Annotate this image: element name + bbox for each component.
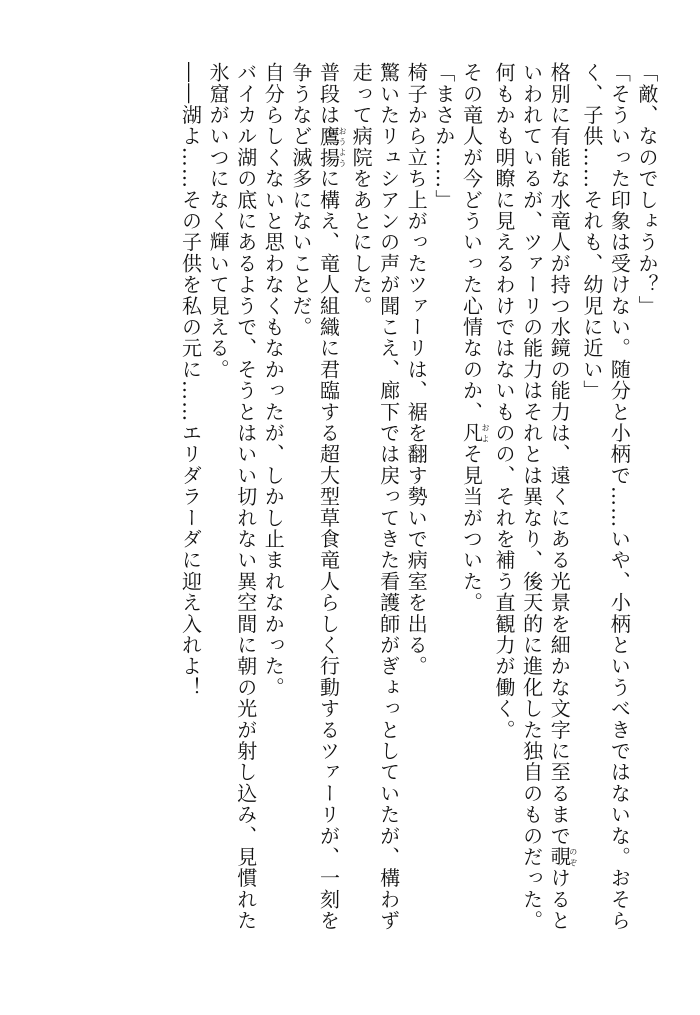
ruby-reading: のぞ [568,846,578,868]
text-line: 何もかも明瞭に見えるわけではないものの、それを補う直観力が働く。 [492,62,517,741]
text-segment: 普段は [316,62,341,126]
ruby-base: 覗 [547,846,572,868]
text-line: 椅子から立ち上がったツァーリは、裾を翻す勢いで病室を出る。 [404,62,429,677]
text-line: バイカル湖の底にあるようで、そうとはいい切れない異空間に朝の光が射し込み、見慣れた [233,62,258,932]
text-line: いわれているが、ツァーリの能力はそれとは異なり、後天的に進化した独自のものだった。 [519,62,544,932]
ruby-base: 凡 [459,422,484,444]
vertical-text-body [20,62,660,962]
text-line: 争うなど滅多にないことだ。 [288,62,313,338]
text-line: ――湖よ……その子供を私の元に……エリダラーダに迎え入れよ！ [178,62,203,698]
ruby-ouyou [316,125,347,169]
text-line: 走って病院をあとにした。 [349,62,374,317]
text-line-with-ruby-nozo [545,62,578,962]
text-line: 驚いたリュシアンの声が聞こえ、廊下では戻ってきた看護師がぎょっとしていたが、構わず [376,62,401,932]
text-line: 「そういった印象は受けない。随分と小柄で……いや、小柄というべきではないな。おそら [607,62,632,932]
text-line: 氷窟がいつになく輝いて見える。 [206,62,231,380]
ruby-reading: およ [480,422,490,444]
ruby-oyo [459,422,490,444]
ruby-reading: おうよう [337,125,347,169]
text-line-with-ruby-ouyou [314,62,347,962]
text-line-with-ruby-oyo [457,62,490,962]
ruby-nozo [547,846,578,868]
text-line: 自分らしくないと思わなくもなかったが、しかし止まれなかった。 [261,62,286,698]
ruby-base: 鷹揚 [316,125,341,169]
text-segment: に構え、竜人組織に君臨する超大型草食竜人らしく行動するツァーリが、一刻を [316,168,341,932]
text-segment: そ見当がついた。 [459,443,484,614]
text-line: 「敵、なのでしょうか？」 [635,62,659,317]
text-segment: その竜人が今どういった心情なのか、 [459,62,484,423]
text-segment: けると [547,867,572,932]
text-segment: 格別に有能な水竜人が持つ水鏡の能力は、遠くにある光景を細かな文字に至るまで [547,62,572,847]
text-line: 「まさか……」 [431,62,456,211]
text-line: く、子供……それも、幼児に近い」 [579,62,604,402]
